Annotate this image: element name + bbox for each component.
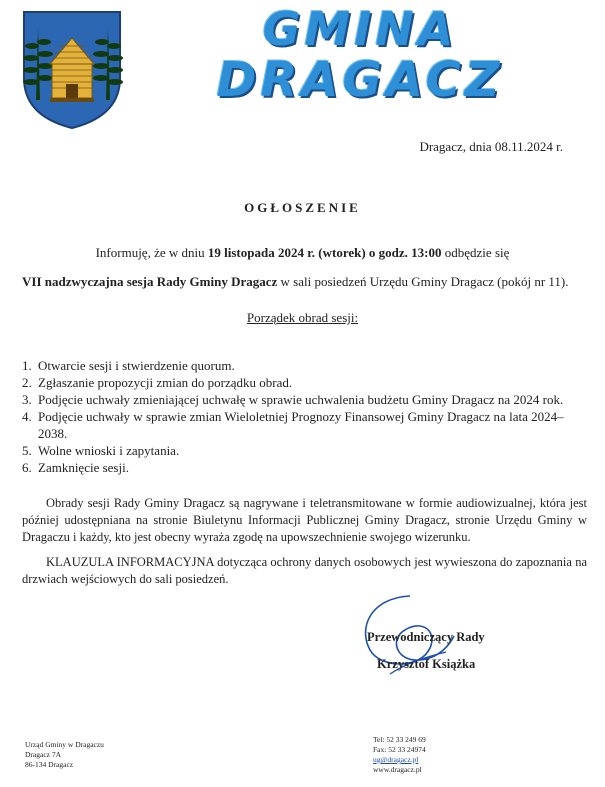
agenda-item-number: 5. <box>22 443 32 458</box>
agenda-item-text: Podjęcie uchwały w sprawie zmian Wieloletniej Prognozy Finansowej Gminy Dragacz na lata 2024–2038. <box>38 409 564 441</box>
logo-line-gmina: GMINA <box>262 2 458 56</box>
signatory-name: Krzysztof Książka <box>377 657 476 671</box>
agenda-item <box>22 374 582 391</box>
agenda-item-number: 4. <box>22 409 32 424</box>
agenda-item-number: 3. <box>22 392 32 407</box>
coat-of-arms-icon <box>20 8 124 130</box>
agenda-list <box>22 357 582 476</box>
logo-line-dragacz: DRAGACZ <box>216 52 504 108</box>
document-date: Dragacz, dnia 08.11.2024 r. <box>419 139 563 154</box>
agenda-item-text: Otwarcie sesji i stwierdzenie quorum. <box>38 358 235 373</box>
agenda-item <box>22 408 582 442</box>
agenda-item-number: 1. <box>22 358 32 373</box>
agenda-item-text: Wolne wnioski i zapytania. <box>38 443 180 458</box>
agenda-item-text: Zamknięcie sesji. <box>38 460 129 475</box>
information-clause: KLAUZULA INFORMACYJNA dotycząca ochrony danych osobowych jest wywieszona do zapoznania na drzwiach wejściowych do sali posiedzeń. <box>22 555 587 586</box>
session-location: w sali posiedzeń Urzędu Gminy Dragacz (pokój nr 11). <box>277 274 569 289</box>
footer-email-link[interactable]: ug@dragacz.pl <box>373 755 419 764</box>
municipality-logo <box>160 0 560 110</box>
intro-text-b: odbędzie się <box>441 245 510 260</box>
footer-website[interactable]: www.dragacz.pl <box>373 765 422 774</box>
footer-contact <box>373 735 426 775</box>
agenda-item <box>22 357 582 374</box>
session-name: VII nadzwyczajna sesja Rady Gminy Dragacz <box>22 274 278 289</box>
agenda-item <box>22 459 582 476</box>
agenda-item-text: Podjęcie uchwały zmieniającej uchwałę w sprawie uchwalenia budżetu Gminy Dragacz na 2024 rok. <box>38 392 564 407</box>
footer-fax: Fax: 52 33 24974 <box>373 745 426 754</box>
session-date: 19 listopada 2024 r. (wtorek) o godz. 13:00 <box>207 245 442 260</box>
agenda-heading: Porządek obrad sesji: <box>246 310 359 325</box>
footer-postal: 86-134 Dragacz <box>25 760 74 769</box>
agenda-item-number: 2. <box>22 375 32 390</box>
footer-office: Urząd Gminy w Dragaczu <box>25 740 104 749</box>
intro-line-1 <box>0 245 605 261</box>
intro-text-a: Informuję, że w dniu <box>95 245 208 260</box>
agenda-item <box>22 391 582 408</box>
document-title: OGŁOSZENIE <box>244 200 361 215</box>
agenda-item-text: Zgłaszanie propozycji zmian do porządku obrad. <box>38 375 293 390</box>
agenda-item <box>22 442 582 459</box>
signatory-title: Przewodniczący Rady <box>367 630 485 644</box>
footer-address <box>25 740 104 770</box>
agenda-item-number: 6. <box>22 460 32 475</box>
footer-tel: Tel: 52 33 249 69 <box>373 735 426 744</box>
footer-street: Dragacz 7A <box>25 750 62 759</box>
intro-line-2 <box>22 274 569 290</box>
recording-notice: Obrady sesji Rady Gminy Dragacz są nagrywane i teletransmitowane w formie audiowizualnej, która jest później udostępniana na stronie Biuletynu Informacji Publicznej Gminy Dragacz, stronie Urzędu Gminy w Dragaczu i każdy, kto jest obecny wyraża zgodę na upowszechnienie swojego wizerunku. <box>22 496 587 544</box>
